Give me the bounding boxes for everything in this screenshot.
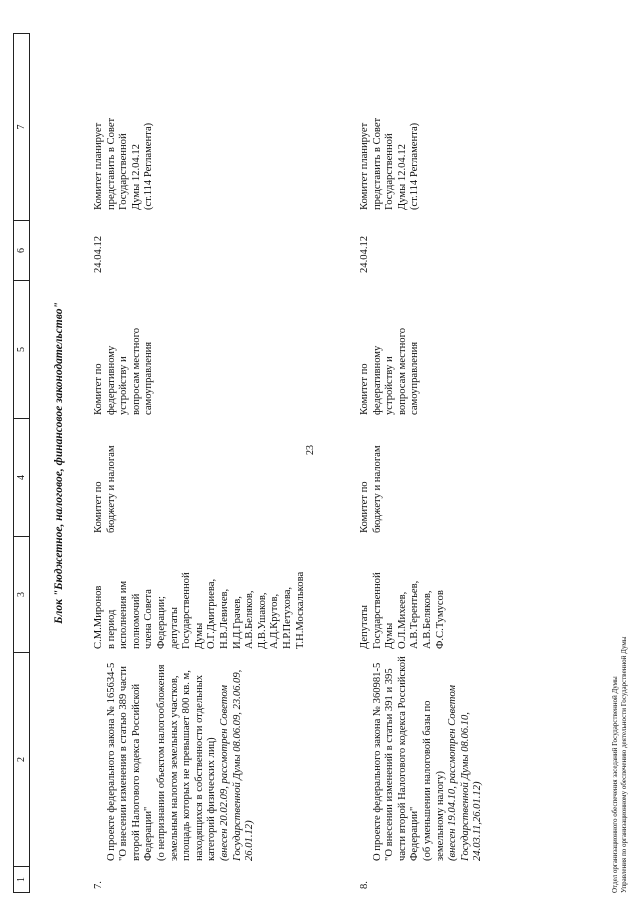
- bill-title: О проекте федерального закона № 360981-5 "О внесении изменений в статьи 391 и 395 части второй Налогового кодекса Российской Федерации" (об уменьшении налоговой базы по земельному налогу): [371, 656, 446, 861]
- footer-line-2: Управления по организационному обеспечению деятельности Государственной Думы: [620, 636, 628, 893]
- responsible-committee: Комитет по бюджету и налогам: [359, 445, 383, 533]
- responsible-committee: Комитет по бюджету и налогам: [93, 445, 117, 533]
- review-date: 24.04.12: [359, 235, 370, 273]
- block-title: Блок "Бюджетное, налоговое, финансовое законодательство": [53, 302, 65, 624]
- col-header-5: 5: [14, 280, 29, 418]
- co-executor-committee: Комитет по федеративному устройству и вопросам местного самоуправления: [93, 328, 155, 415]
- col-header-1: 1: [14, 866, 29, 892]
- col-header-2: 2: [14, 652, 29, 866]
- committee-note: Комитет планирует представить в Совет Государственной Думы 12.04.12 (ст.114 Регламента): [359, 117, 421, 210]
- bill-description: [359, 656, 498, 861]
- bill-history: (внесен 19.04.10, рассмотрен Советом Государственной Думы 08.06.10, 24.03.11,26.01.12): [447, 685, 484, 861]
- row-number: 7.: [93, 881, 104, 889]
- bill-title: О проекте федерального закона № 165634-5 "О внесении изменения в статью 389 части второй Налогового кодекса Российской Федерации" (о непризнании объектом налогообложения земельным налогом земельных участков, площадь которых не превышает 800 кв. м, находящихся в собственности отдельных категорий физических лиц): [105, 662, 218, 861]
- bill-authors: Депутаты Государственной Думы О.Л.Михеев, А.В.Терентьев, А.В.Беляков, Ф.С.Тумусов: [359, 572, 446, 649]
- review-date: 24.04.12: [93, 235, 104, 273]
- footer-line-1: Отдел организационного обеспечения заседаний Государственной Думы: [611, 676, 619, 893]
- bill-history: (внесен 20.02.09, рассмотрен Советом Государственной Думы 08.06.09, 23.06.09, 26.01.12): [218, 669, 256, 861]
- bill-authors: С.М.Миронов в период исполнения им полномочий члена Совета Федерации; депутаты Государственной Думы О.Г.Дмитриева, Н.В.Левичев, И.Д.Грачев, А.В.Беляков, Д.В.Ушаков, А.Д.Крутов, Н.Р.Петухова, Т.Н.Москалькова: [93, 571, 306, 649]
- col-header-6: 6: [14, 220, 29, 280]
- page-number: 23: [304, 445, 316, 455]
- row-number: 8.: [359, 881, 370, 889]
- co-executor-committee: Комитет по федеративному устройству и вопросам местного самоуправления: [359, 328, 421, 415]
- committee-note: Комитет планирует представить в Совет Государственной Думы 12.04.12 (ст.114 Регламента): [93, 117, 155, 210]
- column-number-header: [13, 33, 30, 893]
- col-header-3: 3: [14, 536, 29, 652]
- bill-description: [93, 656, 269, 861]
- col-header-7: 7: [16, 124, 27, 130]
- col-header-4: 4: [14, 418, 29, 536]
- rotated-table-page: [13, 13, 640, 893]
- footer: [611, 33, 629, 893]
